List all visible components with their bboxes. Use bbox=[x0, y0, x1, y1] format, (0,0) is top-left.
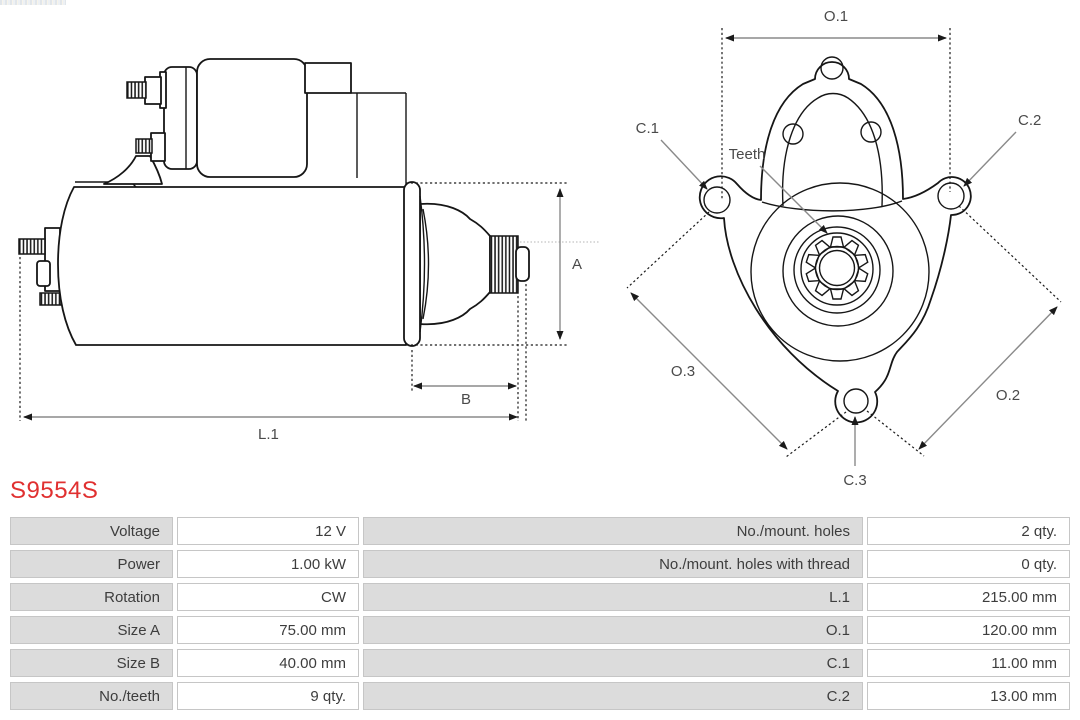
spec-value: 2 qty. bbox=[867, 517, 1070, 545]
spec-label: Size A bbox=[10, 616, 173, 644]
dim-label-b: B bbox=[461, 391, 472, 408]
spec-value: CW bbox=[177, 583, 359, 611]
spec-label: No./teeth bbox=[10, 682, 173, 710]
spec-value: 9 qty. bbox=[177, 682, 359, 710]
spec-value: 40.00 mm bbox=[177, 649, 359, 677]
spec-table bbox=[10, 517, 1070, 710]
spec-label: Power bbox=[10, 550, 173, 578]
front-view-flange bbox=[627, 8, 1061, 489]
spec-value: 0 qty. bbox=[867, 550, 1070, 578]
spec-label: No./mount. holes bbox=[363, 517, 863, 545]
spec-label: L.1 bbox=[363, 583, 863, 611]
spec-value: 1.00 kW bbox=[177, 550, 359, 578]
dim-label-c3: C.3 bbox=[843, 472, 867, 489]
spec-value: 13.00 mm bbox=[867, 682, 1070, 710]
dim-label-o3: O.3 bbox=[670, 363, 696, 380]
spec-value: 215.00 mm bbox=[867, 583, 1070, 611]
teeth-label: Teeth bbox=[728, 146, 766, 163]
dim-label-o2: O.2 bbox=[995, 387, 1021, 404]
spec-value: 11.00 mm bbox=[867, 649, 1070, 677]
spec-value: 12 V bbox=[177, 517, 359, 545]
dim-label-c1: C.1 bbox=[635, 120, 659, 137]
spec-label: C.1 bbox=[363, 649, 863, 677]
dim-label-o1: O.1 bbox=[823, 8, 849, 25]
dim-label-c2: C.2 bbox=[1018, 112, 1042, 129]
spec-label: Rotation bbox=[10, 583, 173, 611]
dim-label-l1: L.1 bbox=[258, 426, 279, 443]
side-view-starter bbox=[19, 59, 599, 443]
spec-label: C.2 bbox=[363, 682, 863, 710]
part-number: S9554S bbox=[10, 477, 99, 504]
spec-label: Size B bbox=[10, 649, 173, 677]
spec-label: Voltage bbox=[10, 517, 173, 545]
spec-label: O.1 bbox=[363, 616, 863, 644]
spec-value: 120.00 mm bbox=[867, 616, 1070, 644]
spec-value: 75.00 mm bbox=[177, 616, 359, 644]
dim-label-a: A bbox=[572, 256, 583, 273]
spec-label: No./mount. holes with thread bbox=[363, 550, 863, 578]
